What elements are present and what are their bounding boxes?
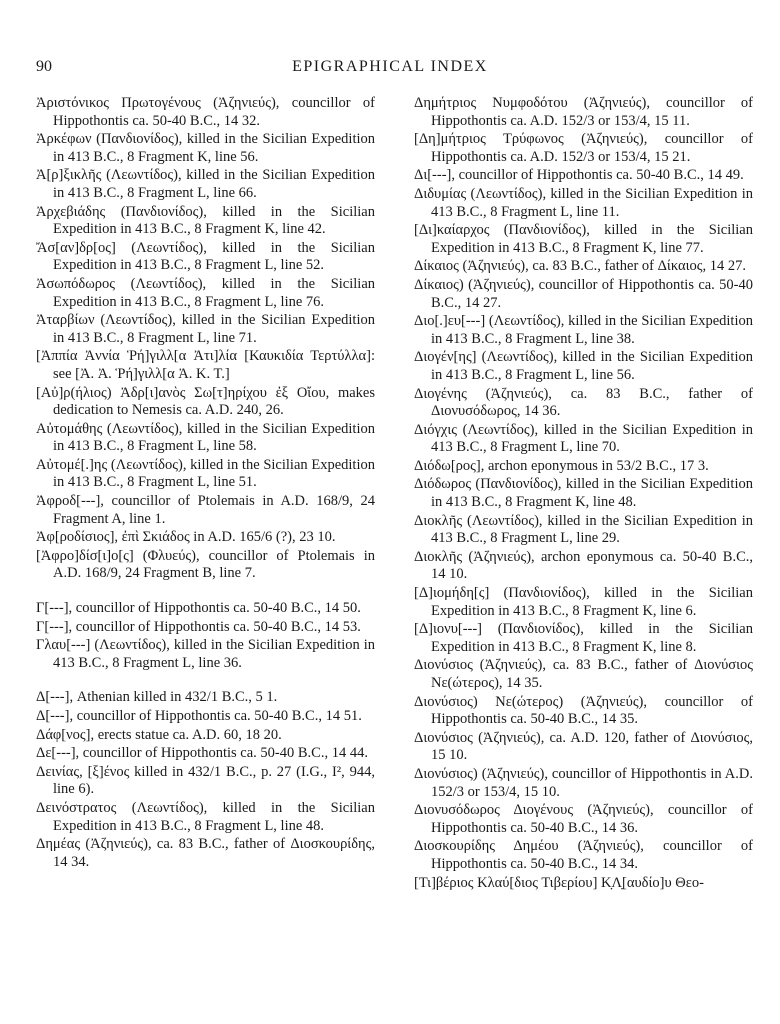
index-entry-text: Διογέν[ης] (Λεωντίδος), killed in the Sicilian Expedition in 413 B.C., 8 Fragment L, line 56.	[414, 349, 753, 383]
index-entry-text: Διονυσόδωρος Διογένους (Ἀζηνιεύς), councillor of Hippothontis ca. 50-40 B.C., 14 36.	[414, 802, 753, 836]
index-entry	[36, 385, 375, 420]
index-entry-text: [Ἀππία Ἀννία Ῥή]γιλλ[α Ἀτι]λία [Καυκιδία Τερτύλλα]: see [Ἀ. Ἀ. Ῥή]γιλλ[α Ἀ. Κ. Τ.]	[36, 348, 375, 382]
index-entry-text: Δ[---], councillor of Hippothontis ca. 50-40 B.C., 14 51.	[36, 708, 362, 724]
index-entry	[36, 240, 375, 275]
index-entry	[414, 313, 753, 348]
index-entry	[414, 875, 753, 893]
index-entry-text: [Αὐ]ρ(ήλιος) Ἀδρ[ι]ανὸς Σω[τ]ηρίχου ἐξ Οἴου, makes dedication to Nemesis ca. A.D. 240, 26.	[36, 384, 375, 419]
index-entry-text: Αὐτομάθης (Λεωντίδος), killed in the Sicilian Expedition in 413 B.C., 8 Fragment L, line 58.	[36, 420, 375, 455]
right-column	[414, 95, 753, 893]
index-entry-text: Διονύσιος) (Ἀζηνιεύς), councillor of Hippothontis in A.D. 152/3 or 153/4, 15 10.	[414, 765, 753, 800]
index-entry	[36, 600, 375, 618]
page-number: 90	[36, 58, 52, 75]
index-entry-text: Διονύσιος) Νε(ώτερος) (Ἀζηνιεύς), councillor of Hippothontis ca. 50-40 B.C., 14 35.	[414, 693, 753, 728]
index-entry	[414, 349, 753, 384]
index-entry	[414, 476, 753, 511]
index-entry-text: Διόδωρος (Πανδιονίδος), killed in the Sicilian Expedition in 413 B.C., 8 Fragment K, line 48.	[414, 476, 753, 511]
index-entry-text: Διοκλῆς (Λεωντίδος), killed in the Sicilian Expedition in 413 B.C., 8 Fragment L, line 29.	[414, 512, 753, 547]
index-entry-text: Δίκαιος (Ἀζηνιεύς), ca. 83 B.C., father of Δίκαιος, 14 27.	[414, 258, 747, 275]
index-entry	[414, 422, 753, 457]
left-column	[36, 95, 375, 872]
index-entry	[36, 689, 375, 707]
index-entry-text: Ἀριστόνικος Πρωτογένους (Ἀζηνιεύς), councillor of Hippothontis ca. 50-40 B.C., 14 32.	[36, 95, 375, 129]
index-entry-text: Διδυμίας (Λεωντίδος), killed in the Sicilian Expedition in 413 B.C., 8 Fragment L, line 11.	[414, 185, 753, 220]
index-entry-text: Γλαυ[---] (Λεωντίδος), killed in the Sicilian Expedition in 413 B.C., 8 Fragment L, line 36.	[36, 637, 375, 671]
index-entry-text: Διοκλῆς (Ἀζηνιεύς), archon eponymous ca. 50-40 B.C., 14 10.	[414, 548, 753, 583]
index-entry	[414, 458, 753, 476]
index-entry-text: Διονύσιος (Ἀζηνιεύς), ca. 83 B.C., father of Διονύσιος Νε(ώτερος), 14 35.	[414, 657, 753, 691]
index-entry	[414, 585, 753, 620]
index-entry	[414, 167, 753, 185]
index-entry	[414, 513, 753, 548]
index-entry-text: Διογένης (Ἀζηνιεύς), ca. 83 B.C., father of Διονυσόδωρος, 14 36.	[414, 385, 753, 420]
index-entry	[36, 457, 375, 492]
index-entry-text: Δημήτριος Νυμφοδότου (Ἀζηνιεύς), councillor of Hippothontis ca. A.D. 152/3 or 153/4, 15 11.	[414, 95, 753, 129]
index-entry	[36, 548, 375, 583]
index-entry-text: [Δι]καίαρχος (Πανδιονίδος), killed in the Sicilian Expedition in 413 B.C., 8 Fragment K, line 77.	[414, 222, 753, 256]
index-entry	[36, 167, 375, 202]
index-entry	[414, 131, 753, 166]
index-entry	[36, 637, 375, 672]
index-entry	[36, 95, 375, 130]
index-entry-text: Ἄσ[αν]δρ[ος] (Λεωντίδος), killed in the Sicilian Expedition in 413 B.C., 8 Fragment L, line 52.	[36, 239, 375, 274]
index-entry-text: Ἀφροδ[---], councillor of Ptolemais in A.D. 168/9, 24 Fragment A, line 1.	[36, 493, 375, 527]
index-entry	[414, 258, 753, 276]
index-entry-text: Δεινόστρατος (Λεωντίδος), killed in the Sicilian Expedition in 413 B.C., 8 Fragment L, line 48.	[36, 799, 375, 834]
index-entry-text: Δίκαιος) (Ἀζηνιεύς), councillor of Hippothontis ca. 50-40 B.C., 14 27.	[414, 276, 753, 311]
index-entry	[414, 621, 753, 656]
index-entry	[36, 619, 375, 637]
index-entry	[414, 549, 753, 584]
index-entry	[36, 764, 375, 799]
index-entry	[414, 386, 753, 421]
index-entry-text: Διόγχις (Λεωντίδος), killed in the Sicilian Expedition in 413 B.C., 8 Fragment L, line 70.	[414, 421, 753, 456]
index-entry-text: Ἀ[ρ]ξικλῆς (Λεωντίδος), killed in the Sicilian Expedition in 413 B.C., 8 Fragment L, line 66.	[36, 167, 375, 201]
index-entry-text: Γ[---], councillor of Hippothontis ca. 50-40 B.C., 14 53.	[36, 618, 361, 635]
index-entry	[414, 657, 753, 692]
index-entry-text: [Ἀφρο]δίσ[ι]ο[ς] (Φλυεύς), councillor of Ptolemais in A.D. 168/9, 24 Fragment B, line 7.	[36, 547, 375, 582]
index-entry	[36, 421, 375, 456]
index-entry	[36, 708, 375, 726]
index-entry	[414, 222, 753, 257]
index-entry	[36, 745, 375, 763]
index-entry-text: [Δ]ιομήδη[ς] (Πανδιονίδος), killed in the Sicilian Expedition in 413 B.C., 8 Fragment K, line 6.	[414, 585, 753, 619]
index-entry	[36, 493, 375, 528]
index-entry	[36, 348, 375, 383]
index-entry-text: Διονύσιος (Ἀζηνιεύς), ca. A.D. 120, father of Διονύσιος, 15 10.	[414, 729, 753, 764]
index-entry-text: Ἀταρβίων (Λεωντίδος), killed in the Sicilian Expedition in 413 B.C., 8 Fragment L, line 71.	[36, 312, 375, 346]
index-entry-text: [Δη]μήτριος Τρύφωνος (Ἀζηνιεύς), councillor of Hippothontis ca. A.D. 152/3 or 153/4, 15 21.	[414, 131, 753, 165]
index-entry-text: Δεινίας, [ξ]ένος killed in 432/1 B.C., p. 27 (I.G., I², 944, line 6).	[36, 763, 375, 798]
index-entry-text: Γ[---], councillor of Hippothontis ca. 50-40 B.C., 14 50.	[36, 600, 361, 617]
index-entry-text: Δι[---], councillor of Hippothontis ca. 50-40 B.C., 14 49.	[414, 167, 744, 184]
index-entry-text: [Δ]ιονυ[---] (Πανδιονίδος), killed in the Sicilian Expedition in 413 B.C., 8 Fragment K, line 8.	[414, 621, 753, 655]
index-entry-text: Διοσκουρίδης Δημέου (Ἀζηνιεύς), councillor of Hippothontis ca. 50-40 B.C., 14 34.	[414, 838, 753, 872]
index-entry-text: Διο[.]ευ[---] (Λεωντίδος), killed in the Sicilian Expedition in 413 B.C., 8 Fragment L, line 38.	[414, 313, 753, 347]
index-entry-text: Ἀσωπόδωρος (Λεωντίδος), killed in the Sicilian Expedition in 413 B.C., 8 Fragment L, line 76.	[36, 275, 375, 310]
index-entry	[36, 131, 375, 166]
index-entry-text: Ἀρκέφων (Πανδιονίδος), killed in the Sicilian Expedition in 413 B.C., 8 Fragment K, line 56.	[36, 131, 375, 165]
index-entry-text: Δ[---], Athenian killed in 432/1 B.C., 5 1.	[36, 689, 278, 706]
index-entry	[414, 186, 753, 221]
index-entry	[36, 312, 375, 347]
index-entry-text: Δημέας (Ἀζηνιεύς), ca. 83 B.C., father of Διοσκουρίδης, 14 34.	[36, 836, 375, 870]
index-entry	[414, 730, 753, 765]
index-entry	[414, 838, 753, 873]
index-entry	[414, 766, 753, 801]
index-entry	[414, 802, 753, 837]
index-entry	[414, 277, 753, 312]
index-entry	[36, 836, 375, 871]
index-entry	[36, 727, 375, 745]
index-entry-text: Αὐτομέ[.]ης (Λεωντίδος), killed in the Sicilian Expedition in 413 B.C., 8 Fragment L, line 51.	[36, 456, 375, 491]
index-entry	[36, 204, 375, 239]
index-entry-text: [Τι]βέριος Κλαύ[διος Τιβερίου] Κ̣Λ̣[αυδίο]υ Θεο-	[414, 874, 704, 891]
page-header	[36, 58, 744, 82]
index-entry	[36, 800, 375, 835]
index-entry	[36, 529, 375, 547]
index-entry-text: Διόδω[ρος], archon eponymous in 53/2 B.C., 17 3.	[414, 457, 709, 474]
index-entry	[414, 95, 753, 130]
index-entry	[414, 694, 753, 729]
running-title: EPIGRAPHICAL INDEX	[292, 58, 488, 75]
index-entry-text: Δε[---], councillor of Hippothontis ca. 50-40 B.C., 14 44.	[36, 745, 368, 762]
index-entry-text: Ἀρχεβιάδης (Πανδιονίδος), killed in the Sicilian Expedition in 413 B.C., 8 Fragment K, line 42.	[36, 203, 375, 238]
index-entry	[36, 276, 375, 311]
index-entry-text: Δάφ[νος], erects statue ca. A.D. 60, 18 20.	[36, 726, 282, 743]
index-entry-text: Ἀφ[ροδίσιος], ἐπὶ Σκιάδος in A.D. 165/6 (?), 23 10.	[36, 529, 336, 546]
